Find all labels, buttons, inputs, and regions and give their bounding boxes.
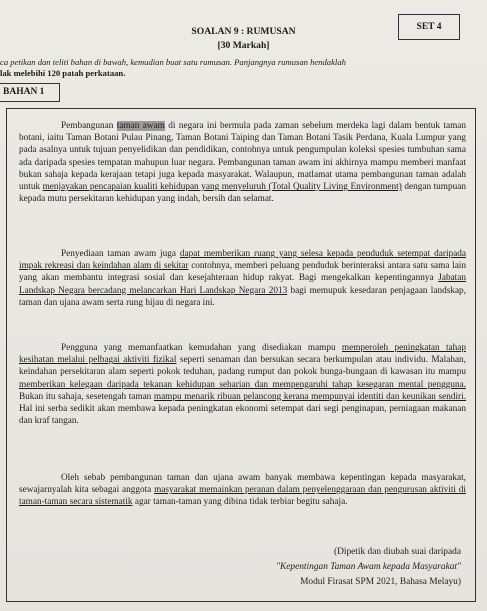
passage-box <box>6 108 476 602</box>
source-line-1: (Dipetik dan diubah suai daripada <box>333 547 461 557</box>
set-label: SET 4 <box>398 14 460 40</box>
source-line-2: "Kepentingan Taman Awam kepada Masyarakat" <box>276 562 461 572</box>
underlined-phrase: Jabatan Landskap Negara bercadang melancarkan Hari Landskap Negara 2013 <box>19 273 466 296</box>
source-line-3: Modul Firasat SPM 2021, Bahasa Melayu) <box>300 577 461 587</box>
marks-label: [30 Markah] <box>217 40 270 51</box>
paragraph-3: Pengguna yang memanfaatkan kemudahan yang disediakan mampu memperoleh peningkatan tahap kesihatan melalui pelbagai aktiviti fizikal seperti senaman dan bersukan secara berkumpulan atau individu. Malahan, keindahan persekitaran alam seperti pokok teduhan, padang rumput dan pokok bunga-bungaan di kawasan itu mampu memberikan kelegaan daripada tekanan kehidupan seharian dan mempengaruhi tahap kesegaran mental pengguna. Bukan itu sahaja, sesetengah taman mampu menarik ribuan pelancong kerana mempunyai identiti dan keunikan sendiri. Hal ini serba sedikit akan membawa kepada peningkatan ekonomi setempat dari segi penginapan, perniagaan makanan dan kraf tangan. <box>19 343 466 427</box>
highlighted-phrase: taman awam <box>116 121 165 131</box>
question-title: SOALAN 9 : RUMUSAN <box>191 26 296 37</box>
underlined-phrase: mampu menarik ribuan pelancong kerana mempunyai identiti dan keunikan sendiri. <box>153 391 466 402</box>
underlined-phrase: memberikan kelegaan daripada tekanan kehidupan seharian dan mempengaruhi tahap kesegaran mental pengguna. <box>19 379 466 390</box>
paragraph-4: Oleh sebab pembangunan taman dan ujana awam banyak membawa kepentingan kepada masyarakat, sewajarnyalah kita sebagai anggota masyarakat memainkan peranan dalam penyelenggaraan dan pengurusan aktiviti di taman-taman secara sistematik agar taman-taman yang dibina tidak terbiar begitu sahaja. <box>19 473 466 508</box>
underlined-phrase: menjayakan pencapaian kualiti kehidupan yang menyeluruh (Total Quality Living Environment) <box>42 182 402 193</box>
paragraph-2: Penyediaan taman awam juga dapat memberikan ruang yang selesa kepada penduduk setempat daripada impak rekreasi dan keindahan alam di sekitar contohnya, memberi peluang penduduk berinteraksi antara satu sama lain yang akan membantu integrasi sosial dan kesejahteraan hidup rakyat. Bagi mengekalkan kepentingannya Jabatan Landskap Negara bercadang melancarkan Hari Landskap Negara 2013 bagi memupuk kesedaran penjagaan landskap, taman dan ujana awam serta rung hijau di negara ini. <box>19 249 466 308</box>
section-label: BAHAN 1 <box>0 83 60 102</box>
underlined-phrase: dapat memberikan ruang yang selesa kepada penduduk setempat daripada impak rekreasi dan keindahan alam di sekitar <box>19 249 466 272</box>
instruction-line-1: ca petikan dan teliti bahan di bawah, kemudian buat satu rumusan. Panjangnya rumusan hendaklah <box>0 57 346 67</box>
underlined-phrase: masyarakat memainkan peranan dalam penyelenggaraan dan pengurusan aktiviti di taman-taman secara sistematik <box>19 485 466 508</box>
instruction-line-2: lak melebihi 120 patah perkataan. <box>0 68 126 78</box>
paragraph-1: Pembangunan taman awam di negara ini bermula pada zaman sebelum merdeka lagi dalam bentuk taman botani, iaitu Taman Botani Pulau Pinang, Taman Botani Taiping dan Taman Botani Tasik Perdana, Kuala Lumpur yang pada asalnya untuk tujuan penyelidikan dan pendidikan, contohnya untuk pengumpulan koleksi spesies tumbuhan sama ada daripada spesies tempatan mahupun luar negara. Pembangunan taman awam ini akhirnya mampu memberi manfaat bukan sahaja kepada kerajaan tetapi juga kepada masyarakat. Walaupun, matlamat utama pembangunan taman adalah untuk menjayakan pencapaian kualiti kehidupan yang menyeluruh (Total Quality Living Environment) dengan tumpuan kepada mutu persekitaran kehidupan yang indah, bersih dan selamat. <box>19 121 466 205</box>
underlined-phrase: memperoleh peningkatan tahap kesihatan melalui pelbagai aktiviti fizikal <box>19 343 466 366</box>
